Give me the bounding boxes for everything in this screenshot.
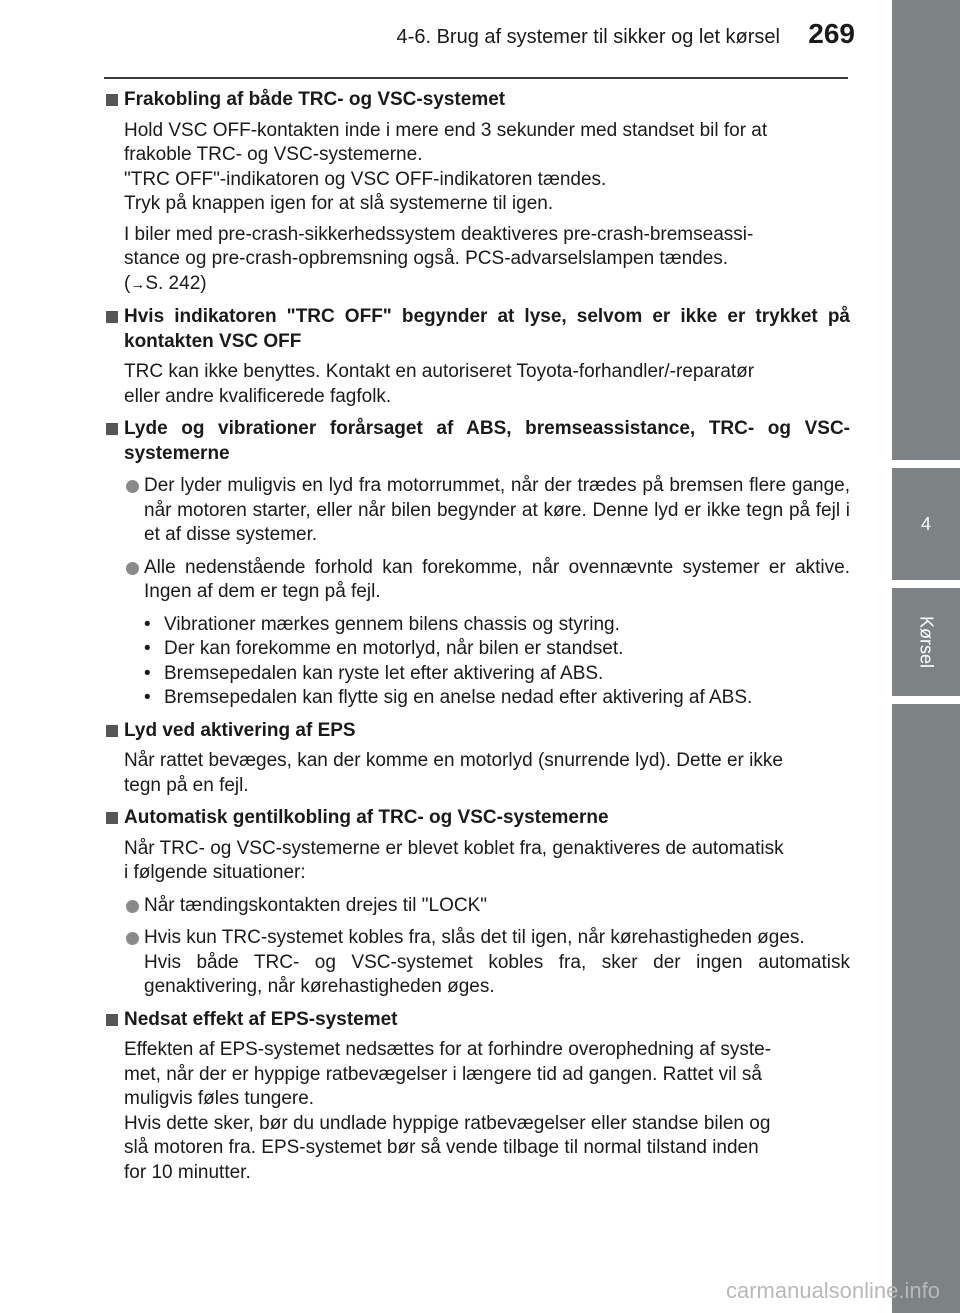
square-bullet-icon	[106, 94, 118, 106]
paragraph: TRC kan ikke benyttes. Kontakt en autoriseret Toyota-forhandler/-reparatør eller andre kvalificerede fagfolk.	[124, 361, 755, 407]
sub-list-item: • Vibrationer mærkes gennem bilens chassis og styring.	[144, 613, 620, 635]
list-item: Alle nedenstående forhold kan forekomme, når ovennævnte systemer er aktive. Ingen af dem er tegn på fejl.	[104, 556, 850, 605]
header-divider	[104, 77, 848, 79]
side-tab-top	[892, 0, 960, 460]
page-number: 269	[808, 18, 855, 49]
section-trc-vsc-off	[104, 88, 850, 297]
page-content	[104, 88, 850, 1193]
circle-bullet-icon	[126, 932, 139, 945]
section-title: Lyd ved aktivering af EPS	[104, 719, 850, 744]
paragraph: Når TRC- og VSC-systemerne er blevet koblet fra, genaktiveres de automatisk i følgende situationer:	[124, 837, 784, 883]
sub-list	[104, 613, 850, 711]
list-item: Hvis kun TRC-systemet kobles fra, slås det til igen, når kørehastigheden øges. Hvis både TRC- og VSC-systemet kobles fra, sker der ingen automatisk genaktivering, når kørehastigheden øges.	[104, 926, 850, 1000]
section-eps-reduced	[104, 1008, 850, 1186]
page-header-title: 4-6. Brug af systemer til sikker og let kørsel	[396, 26, 780, 48]
paragraph: Hold VSC OFF-kontakten inde i mere end 3 sekunder med standset bil for at frakoble TRC- og VSC-systemerne. "TRC OFF"-indikatoren og VSC OFF-indikatoren tændes. Tryk på knappen igen for at slå systemerne til igen.	[124, 119, 768, 214]
square-bullet-icon	[106, 725, 118, 737]
sub-list-item: • Bremsepedalen kan ryste let efter aktivering af ABS.	[144, 662, 604, 684]
section-sounds-vibrations	[104, 417, 850, 711]
list-item: Når tændingskontakten drejes til "LOCK"	[104, 894, 850, 919]
square-bullet-icon	[106, 1014, 118, 1026]
square-bullet-icon	[106, 423, 118, 435]
chapter-number: 4	[920, 514, 931, 534]
circle-bullet-icon	[126, 562, 139, 575]
chapter-label: Kørsel	[916, 615, 937, 669]
section-title: Frakobling af både TRC- og VSC-systemet	[104, 88, 850, 113]
paragraph: Effekten af EPS-systemet nedsættes for at forhindre overophedning af syste- met, når der er hyppige ratbevægelser i længere tid ad gangen. Rattet vil så muligvis føles tungere. Hvis dette sker, bør du undlade hyppige ratbevægelser eller standse bilen og slå motoren fra. EPS-systemet bør så vende tilbage til normal tilstand inden for 10 minutter.	[124, 1039, 772, 1183]
section-eps-sound	[104, 719, 850, 799]
chapter-tab-label[interactable]	[892, 588, 960, 696]
section-title: Nedsat effekt af EPS-systemet	[104, 1008, 850, 1033]
side-tab-bottom	[892, 704, 960, 1313]
section-title: Hvis indikatoren "TRC OFF" begynder at lyse, selvom er ikke er trykket på kontakten VSC OFF	[104, 305, 850, 354]
sub-list-item: • Der kan forekomme en motorlyd, når bilen er standset.	[144, 638, 624, 659]
section-auto-reactivation	[104, 806, 850, 1000]
list-item: Der lyder muligvis en lyd fra motorrummet, når der trædes på bremsen flere gange, når motoren starter, eller når bilen begynder at køre. Denne lyd er ikke tegn på fejl i et af disse systemer.	[104, 474, 850, 548]
circle-bullet-icon	[126, 480, 139, 493]
section-title: Lyde og vibrationer forårsaget af ABS, bremseassistance, TRC- og VSC-systemerne	[104, 417, 850, 466]
square-bullet-icon	[106, 812, 118, 824]
paragraph: Når rattet bevæges, kan der komme en motorlyd (snurrende lyd). Dette er ikke tegn på en fejl.	[124, 750, 783, 796]
chapter-tab-number[interactable]	[892, 468, 960, 580]
sub-list-item: • Bremsepedalen kan flytte sig en anelse nedad efter aktivering af ABS.	[144, 687, 753, 708]
arrow-right-icon: →	[130, 275, 146, 293]
circle-bullet-icon	[126, 900, 139, 913]
page-reference-link[interactable]: (→S. 242)	[124, 272, 207, 294]
section-trc-off-indicator	[104, 305, 850, 409]
square-bullet-icon	[106, 311, 118, 323]
section-title: Automatisk gentilkobling af TRC- og VSC-systemerne	[104, 806, 850, 831]
watermark: carmanualsonline.info	[725, 1278, 940, 1303]
paragraph-pcs: I biler med pre-crash-sikkerhedssystem deaktiveres pre-crash-bremseassi- stance og pre-crash-opbremsning også. PCS-advarselslampen tændes. (→S. 242)	[104, 223, 850, 298]
